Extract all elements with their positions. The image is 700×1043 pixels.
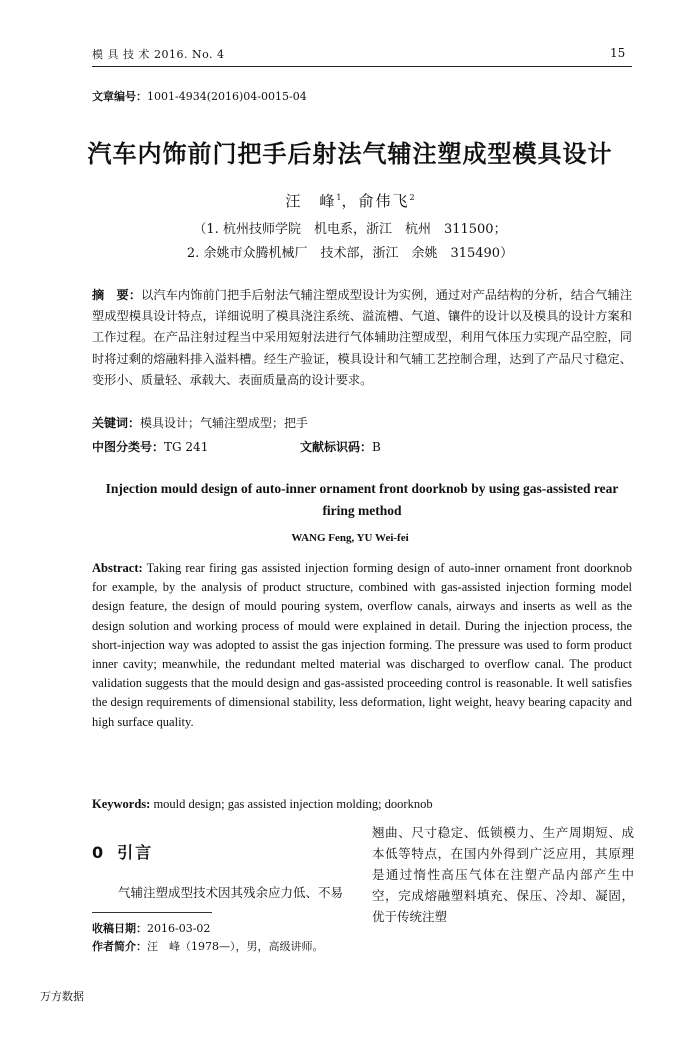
intro-paragraph-right: 翘曲、尺寸稳定、低锁模力、生产周期短、成本低等特点，在国内外得到广泛应用，其原理是通过惰性高压气体在注塑产品内部产生中空，完成熔融塑料填充、保压、冷却、凝固，优于传统注塑 (372, 825, 634, 924)
article-number-value: 1001-4934(2016)04-0015-04 (147, 90, 307, 103)
english-authors: WANG Feng, YU Wei-fei (291, 532, 409, 544)
intro-paragraph-left: 气辅注塑成型技术因其残余应力低、不易 (118, 885, 344, 900)
chinese-authors (0, 190, 700, 211)
english-keywords-text: mould design; gas assisted injection molding; doorknob (153, 797, 433, 811)
footnote-received (92, 920, 210, 936)
clc-number (92, 438, 208, 455)
affiliation-2: 2. 余姚市众腾机械厂 技术部，浙江 余姚 315490） (186, 246, 514, 261)
chinese-title: 汽车内饰前门把手后射法气辅注塑成型模具设计 (87, 140, 613, 168)
author-separator: ， (341, 192, 359, 210)
author-1: 汪 峰 (285, 192, 337, 210)
footnote-rule (92, 912, 212, 913)
chinese-keywords-label: 关键词： (92, 416, 141, 430)
header-rule (92, 66, 632, 67)
source-watermark: 万方数据 (40, 990, 84, 1003)
article-number (92, 88, 307, 104)
english-keywords-label: Keywords: (92, 797, 151, 811)
section-title: 引言 (117, 843, 154, 862)
received-value: 2016-03-02 (147, 922, 211, 935)
received-label: 收稿日期： (92, 922, 147, 935)
chinese-abstract-label: 摘 要： (92, 288, 142, 302)
author-2: 俞伟飞 (358, 192, 410, 210)
author-1-affil-sup: 1 (336, 193, 342, 202)
document-code-value: B (372, 440, 381, 454)
footnote-author-bio (92, 938, 324, 954)
english-title: Injection mould design of auto-inner ornament front doorknob by using gas-assisted rear firing method (105, 481, 619, 518)
section-number: 0 (92, 843, 106, 862)
chinese-abstract-text: 以汽车内饰前门把手后射法气辅注塑成型设计为实例，通过对产品结构的分析，结合气辅注塑成型模具设计特点，详细说明了模具浇注系统、溢流槽、气道、镶件的设计以及模具的设计方案和工作过程。在产品注射过程当中采用短射法进行气体辅助注塑成型，利用气体压力实现产品空腔，同时将过剩的熔融料排入溢料槽。经生产验证，模具设计和气辅工艺控制合理，达到了产品尺寸稳定、变形小、质量轻、承载大、表面质量高的设计要求。 (92, 288, 633, 387)
english-abstract (92, 559, 632, 732)
english-abstract-text: Taking rear firing gas assisted injection forming design of auto-inner ornament front doorknob for example, by the analysis of product structure, combined with gas-assisted injection forming model design feature, the design of mould pouring system, overflow canals, airways and inserts as well as the design solution and working process of mould were explained in detail. During the injection process, the short-injection way was adopted to assist the gas injection forming. The pressure was used to form product inner cavity; meanwhile, the redundant melted material was discharged to overflow canal. The product validation suggests that the mould design and gas-assisted proceeding control is reasonable. It well satisfies the design requirements of dimensional stability, less deformation, light weight, heavy bearing capacity and high surface quality. (92, 561, 632, 729)
document-code-label: 文献标识码： (300, 440, 373, 454)
author-2-affil-sup: 2 (409, 193, 415, 202)
section-heading-introduction (92, 840, 153, 863)
chinese-abstract (92, 285, 632, 391)
clc-value: TG 241 (164, 440, 209, 454)
running-header-journal: 模 具 技 术 2016. No. 4 (92, 48, 225, 61)
page-number: 15 (610, 46, 626, 60)
chinese-keywords (92, 414, 308, 431)
author-bio-value: 汪 峰（1978—），男，高级讲师。 (147, 940, 324, 953)
english-abstract-label: Abstract: (92, 561, 143, 575)
clc-label: 中图分类号： (92, 440, 165, 454)
affiliation-1: （1. 杭州技师学院 机电系，浙江 杭州 311500； (193, 222, 507, 237)
article-number-label: 文章编号： (92, 90, 147, 103)
author-bio-label: 作者简介： (92, 940, 147, 953)
english-keywords (92, 797, 433, 812)
document-code (300, 438, 381, 455)
chinese-keywords-text: 模具设计；气辅注塑成型；把手 (140, 416, 309, 430)
